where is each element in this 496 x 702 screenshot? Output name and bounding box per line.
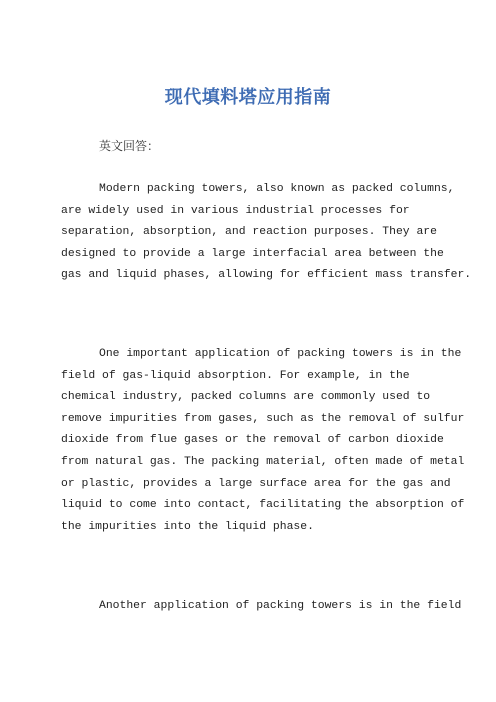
text-line: liquid to come into contact, facilitating the absorption of (61, 499, 465, 512)
text-line: Modern packing towers, also known as packed columns, (99, 183, 455, 195)
text-line: Another application of packing towers is in the field (99, 600, 462, 612)
text-line: from natural gas. The packing material, often made of metal (61, 455, 465, 468)
text-line: gas and liquid phases, allowing for efficient mass transfer. (61, 269, 472, 282)
text-line: dioxide from flue gases or the removal of carbon dioxide (61, 434, 444, 447)
text-line: are widely used in various industrial processes for (61, 204, 410, 217)
text-line: the impurities into the liquid phase. (61, 520, 314, 533)
text-line: or plastic, provides a large surface area for the gas and (61, 477, 451, 490)
paragraph-2 (61, 344, 465, 538)
text-line: chemical industry, packed columns are commonly used to (61, 391, 431, 404)
paragraph-3 (61, 596, 462, 618)
text-line: separation, absorption, and reaction purposes. They are (61, 226, 437, 239)
text-line: designed to provide a large interfacial area between the (61, 247, 444, 260)
document-title: 现代填料塔应用指南 (164, 87, 332, 108)
text-line: remove impurities from gases, such as the removal of sulfur (61, 412, 465, 425)
section-subheading: 英文回答： (99, 139, 160, 153)
text-line: field of gas-liquid absorption. For example, in the (61, 369, 410, 382)
paragraph-1 (61, 179, 472, 287)
text-line: One important application of packing towers is in the (99, 348, 462, 360)
